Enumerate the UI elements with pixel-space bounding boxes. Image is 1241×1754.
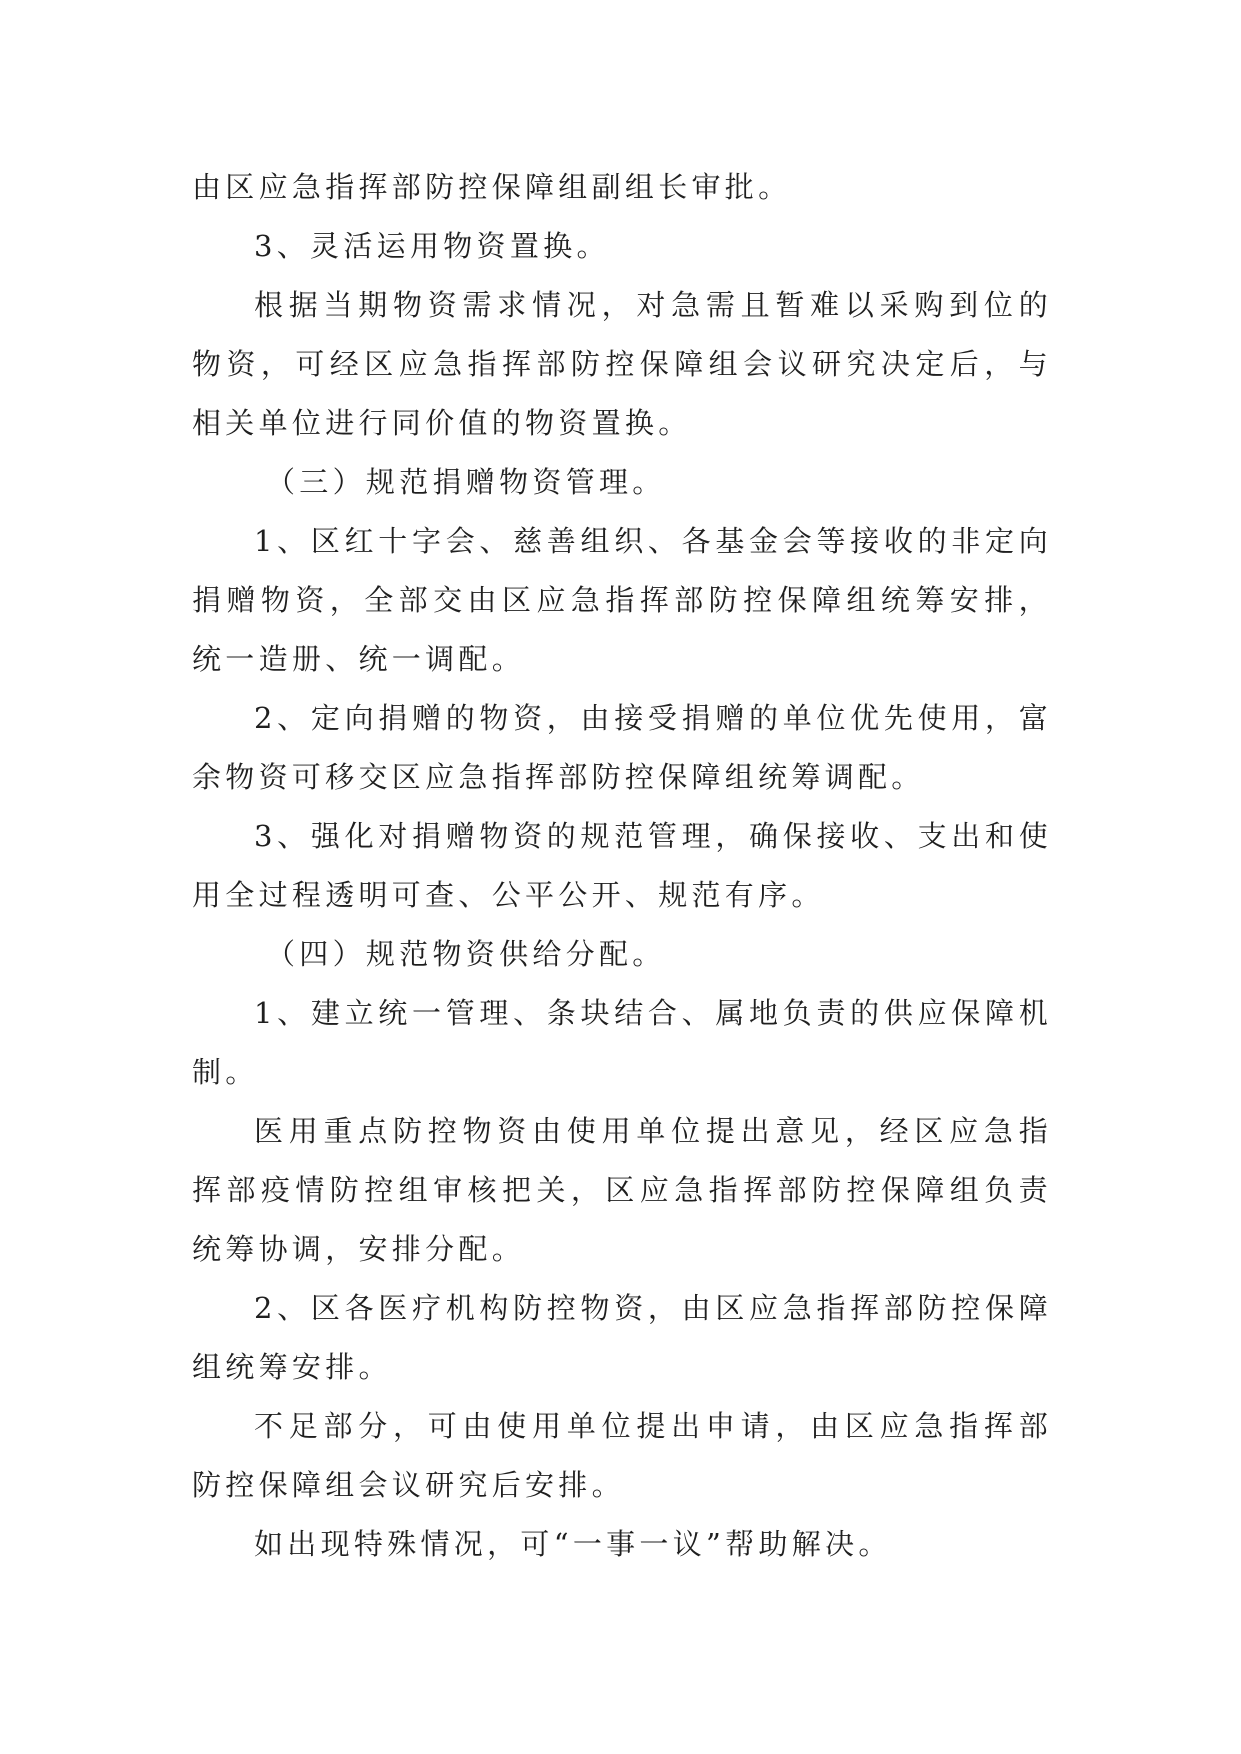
paragraph: 医用重点防控物资由使用单位提出意见，经区应急指挥部疫情防控组审核把关，区应急指挥部防控保障组负责统筹协调，安排分配。 bbox=[192, 1114, 1052, 1266]
paragraph: 1、区红十字会、慈善组织、各基金会等接收的非定向捐赠物资，全部交由区应急指挥部防控保障组统筹安排，统一造册、统一调配。 bbox=[192, 524, 1052, 676]
paragraph: 由区应急指挥部防控保障组副组长审批。 bbox=[192, 170, 792, 204]
section-heading: （三）规范捐赠物资管理。 bbox=[266, 465, 666, 499]
paragraph: 3、灵活运用物资置换。 bbox=[254, 229, 610, 263]
document-body bbox=[192, 158, 1052, 1574]
paragraph: 1、建立统一管理、条块结合、属地负责的供应保障机制。 bbox=[192, 996, 1052, 1089]
paragraph: 2、区各医疗机构防控物资，由区应急指挥部防控保障组统筹安排。 bbox=[192, 1291, 1052, 1384]
paragraph: 如出现特殊情况，可“一事一议”帮助解决。 bbox=[254, 1527, 892, 1561]
paragraph: 2、定向捐赠的物资，由接受捐赠的单位优先使用，富余物资可移交区应急指挥部防控保障组统筹调配。 bbox=[192, 701, 1052, 794]
paragraph: 3、强化对捐赠物资的规范管理，确保接收、支出和使用全过程透明可查、公平公开、规范有序。 bbox=[192, 819, 1052, 912]
section-heading: （四）规范物资供给分配。 bbox=[266, 937, 666, 971]
paragraph: 不足部分，可由使用单位提出申请，由区应急指挥部防控保障组会议研究后安排。 bbox=[192, 1409, 1052, 1502]
paragraph: 根据当期物资需求情况，对急需且暂难以采购到位的物资，可经区应急指挥部防控保障组会议研究决定后，与相关单位进行同价值的物资置换。 bbox=[192, 288, 1052, 440]
